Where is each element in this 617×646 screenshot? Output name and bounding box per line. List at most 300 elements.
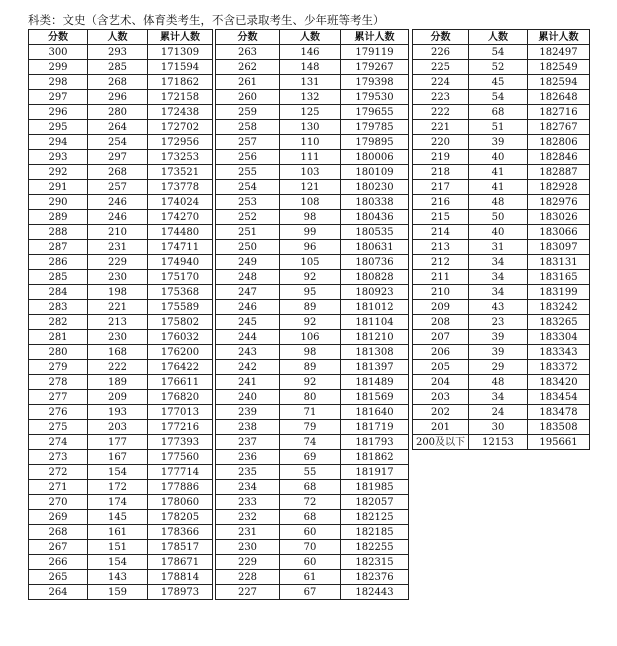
cell-count: 31 (469, 240, 528, 255)
table-row (216, 60, 409, 75)
cell-count: 221 (88, 300, 148, 315)
cell-count: 24 (469, 405, 528, 420)
cell-score: 214 (413, 225, 469, 240)
cell-score: 228 (216, 570, 280, 585)
cell-count: 48 (469, 195, 528, 210)
cell-score: 254 (216, 180, 280, 195)
cell-score: 296 (29, 105, 88, 120)
header-cumulative: 累计人数 (341, 30, 409, 45)
cell-score: 217 (413, 180, 469, 195)
cell-cumulative: 178814 (148, 570, 213, 585)
table-row (216, 465, 409, 480)
cell-cumulative: 182594 (528, 75, 590, 90)
cell-count: 50 (469, 210, 528, 225)
cell-score: 263 (216, 45, 280, 60)
table-row (216, 360, 409, 375)
table-row (29, 330, 213, 345)
cell-count: 40 (469, 150, 528, 165)
table-row (413, 75, 590, 90)
cell-count: 246 (88, 210, 148, 225)
cell-cumulative: 183304 (528, 330, 590, 345)
cell-count: 293 (88, 45, 148, 60)
cell-score: 282 (29, 315, 88, 330)
cell-cumulative: 182315 (341, 555, 409, 570)
cell-score: 289 (29, 210, 88, 225)
cell-cumulative: 182928 (528, 180, 590, 195)
cell-count: 174 (88, 495, 148, 510)
cell-cumulative: 172438 (148, 105, 213, 120)
table-row (413, 195, 590, 210)
cell-cumulative: 176820 (148, 390, 213, 405)
cell-score: 222 (413, 105, 469, 120)
cell-cumulative: 175802 (148, 315, 213, 330)
cell-score: 200及以下 (413, 435, 469, 450)
table-row (216, 300, 409, 315)
cell-count: 168 (88, 345, 148, 360)
cell-score: 234 (216, 480, 280, 495)
cell-count: 67 (280, 585, 341, 600)
cell-score: 280 (29, 345, 88, 360)
cell-cumulative: 183372 (528, 360, 590, 375)
cell-cumulative: 183165 (528, 270, 590, 285)
table-row (216, 480, 409, 495)
cell-cumulative: 179655 (341, 105, 409, 120)
cell-score: 240 (216, 390, 280, 405)
cell-cumulative: 174480 (148, 225, 213, 240)
cell-count: 39 (469, 345, 528, 360)
table-row (29, 285, 213, 300)
header-row (29, 30, 213, 45)
cell-score: 225 (413, 60, 469, 75)
cell-cumulative: 179895 (341, 135, 409, 150)
cell-score: 277 (29, 390, 88, 405)
cell-score: 209 (413, 300, 469, 315)
cell-cumulative: 182185 (341, 525, 409, 540)
table-row (216, 255, 409, 270)
cell-score: 231 (216, 525, 280, 540)
cell-count: 68 (280, 480, 341, 495)
cell-count: 96 (280, 240, 341, 255)
cell-score: 270 (29, 495, 88, 510)
table-row (413, 330, 590, 345)
cell-score: 260 (216, 90, 280, 105)
cell-score: 256 (216, 150, 280, 165)
cell-count: 297 (88, 150, 148, 165)
cell-count: 34 (469, 285, 528, 300)
cell-count: 92 (280, 270, 341, 285)
table-row (413, 90, 590, 105)
cell-score: 283 (29, 300, 88, 315)
cell-score: 208 (413, 315, 469, 330)
cell-count: 151 (88, 540, 148, 555)
cell-cumulative: 175589 (148, 300, 213, 315)
table-row (29, 255, 213, 270)
table-row (29, 540, 213, 555)
cell-score: 238 (216, 420, 280, 435)
cell-count: 30 (469, 420, 528, 435)
cell-score: 237 (216, 435, 280, 450)
cell-count: 198 (88, 285, 148, 300)
table-row (413, 240, 590, 255)
cell-cumulative: 179119 (341, 45, 409, 60)
cell-score: 221 (413, 120, 469, 135)
cell-count: 231 (88, 240, 148, 255)
table-row (29, 525, 213, 540)
cell-count: 95 (280, 285, 341, 300)
cell-count: 60 (280, 555, 341, 570)
cell-count: 121 (280, 180, 341, 195)
table-row (216, 210, 409, 225)
table-row (216, 195, 409, 210)
table-row (216, 435, 409, 450)
cell-score: 201 (413, 420, 469, 435)
cell-cumulative: 181397 (341, 360, 409, 375)
cell-score: 252 (216, 210, 280, 225)
cell-score: 232 (216, 510, 280, 525)
cell-cumulative: 178205 (148, 510, 213, 525)
table-row (413, 315, 590, 330)
cell-count: 80 (280, 390, 341, 405)
table-row (216, 165, 409, 180)
cell-score: 202 (413, 405, 469, 420)
cell-count: 12153 (469, 435, 528, 450)
header-score: 分数 (216, 30, 280, 45)
cell-count: 105 (280, 255, 341, 270)
cell-cumulative: 180230 (341, 180, 409, 195)
cell-count: 23 (469, 315, 528, 330)
table-row (29, 450, 213, 465)
cell-score: 299 (29, 60, 88, 75)
cell-count: 52 (469, 60, 528, 75)
cell-count: 229 (88, 255, 148, 270)
cell-cumulative: 183242 (528, 300, 590, 315)
cell-cumulative: 181104 (341, 315, 409, 330)
cell-count: 254 (88, 135, 148, 150)
cell-cumulative: 181719 (341, 420, 409, 435)
table-row (216, 390, 409, 405)
cell-cumulative: 174711 (148, 240, 213, 255)
cell-score: 298 (29, 75, 88, 90)
header-count: 人数 (280, 30, 341, 45)
cell-cumulative: 175368 (148, 285, 213, 300)
cell-score: 266 (29, 555, 88, 570)
cell-count: 72 (280, 495, 341, 510)
cell-count: 39 (469, 135, 528, 150)
table-row (413, 225, 590, 240)
cell-cumulative: 180828 (341, 270, 409, 285)
cell-score: 218 (413, 165, 469, 180)
cell-count: 45 (469, 75, 528, 90)
cell-cumulative: 183131 (528, 255, 590, 270)
table-row (413, 285, 590, 300)
table-row (216, 105, 409, 120)
cell-cumulative: 182846 (528, 150, 590, 165)
header-score: 分数 (413, 30, 469, 45)
table-row (216, 450, 409, 465)
cell-count: 230 (88, 330, 148, 345)
table-row (29, 120, 213, 135)
cell-score: 207 (413, 330, 469, 345)
cell-score: 290 (29, 195, 88, 210)
cell-count: 61 (280, 570, 341, 585)
cell-score: 230 (216, 540, 280, 555)
cell-score: 244 (216, 330, 280, 345)
cell-cumulative: 176200 (148, 345, 213, 360)
cell-cumulative: 178517 (148, 540, 213, 555)
cell-score: 253 (216, 195, 280, 210)
header-row (413, 30, 590, 45)
table-row (216, 180, 409, 195)
table-row (413, 165, 590, 180)
cell-count: 268 (88, 75, 148, 90)
table-row (29, 165, 213, 180)
cell-count: 29 (469, 360, 528, 375)
table-row (216, 45, 409, 60)
cell-score: 291 (29, 180, 88, 195)
cell-count: 111 (280, 150, 341, 165)
cell-count: 68 (469, 105, 528, 120)
table-row (29, 240, 213, 255)
cell-score: 203 (413, 390, 469, 405)
cell-cumulative: 172158 (148, 90, 213, 105)
cell-score: 246 (216, 300, 280, 315)
cell-cumulative: 171309 (148, 45, 213, 60)
cell-cumulative: 182497 (528, 45, 590, 60)
cell-score: 269 (29, 510, 88, 525)
cell-count: 51 (469, 120, 528, 135)
cell-score: 268 (29, 525, 88, 540)
cell-cumulative: 183265 (528, 315, 590, 330)
cell-count: 246 (88, 195, 148, 210)
cell-cumulative: 177714 (148, 465, 213, 480)
cell-cumulative: 181308 (341, 345, 409, 360)
cell-cumulative: 181210 (341, 330, 409, 345)
cell-count: 55 (280, 465, 341, 480)
cell-cumulative: 180631 (341, 240, 409, 255)
cell-cumulative: 178671 (148, 555, 213, 570)
cell-cumulative: 174270 (148, 210, 213, 225)
cell-count: 148 (280, 60, 341, 75)
header-count: 人数 (469, 30, 528, 45)
table-row (29, 360, 213, 375)
table-row (413, 255, 590, 270)
table-row (29, 105, 213, 120)
cell-count: 54 (469, 90, 528, 105)
cell-score: 233 (216, 495, 280, 510)
table-row (216, 225, 409, 240)
cell-cumulative: 174024 (148, 195, 213, 210)
cell-count: 213 (88, 315, 148, 330)
table-row (413, 375, 590, 390)
cell-count: 54 (469, 45, 528, 60)
cell-count: 69 (280, 450, 341, 465)
cell-cumulative: 177013 (148, 405, 213, 420)
cell-cumulative: 181012 (341, 300, 409, 315)
cell-score: 288 (29, 225, 88, 240)
score-table-block-3 (412, 29, 590, 450)
cell-count: 230 (88, 270, 148, 285)
cell-cumulative: 183343 (528, 345, 590, 360)
cell-score: 273 (29, 450, 88, 465)
table-row (29, 585, 213, 600)
cell-score: 206 (413, 345, 469, 360)
cell-cumulative: 179785 (341, 120, 409, 135)
cell-score: 300 (29, 45, 88, 60)
score-table-block-2 (215, 29, 409, 600)
cell-count: 177 (88, 435, 148, 450)
cell-count: 89 (280, 360, 341, 375)
cell-score: 250 (216, 240, 280, 255)
score-table-block-1 (28, 29, 213, 600)
cell-count: 34 (469, 270, 528, 285)
cell-count: 71 (280, 405, 341, 420)
table-row (29, 90, 213, 105)
cell-count: 99 (280, 225, 341, 240)
cell-score: 224 (413, 75, 469, 90)
cell-cumulative: 181640 (341, 405, 409, 420)
cell-count: 108 (280, 195, 341, 210)
header-cumulative: 累计人数 (148, 30, 213, 45)
table-row (29, 555, 213, 570)
cell-score: 210 (413, 285, 469, 300)
cell-count: 146 (280, 45, 341, 60)
cell-count: 203 (88, 420, 148, 435)
table-row (216, 570, 409, 585)
cell-count: 193 (88, 405, 148, 420)
table-row (216, 315, 409, 330)
cell-cumulative: 176611 (148, 375, 213, 390)
cell-score: 249 (216, 255, 280, 270)
cell-count: 172 (88, 480, 148, 495)
table-row (216, 420, 409, 435)
cell-cumulative: 180338 (341, 195, 409, 210)
cell-score: 223 (413, 90, 469, 105)
table-row (413, 345, 590, 360)
cell-cumulative: 175170 (148, 270, 213, 285)
table-row (413, 180, 590, 195)
table-row (216, 555, 409, 570)
cell-cumulative: 182887 (528, 165, 590, 180)
cell-score: 241 (216, 375, 280, 390)
cell-cumulative: 180535 (341, 225, 409, 240)
cell-cumulative: 182443 (341, 585, 409, 600)
cell-score: 278 (29, 375, 88, 390)
cell-cumulative: 179267 (341, 60, 409, 75)
table-row (29, 300, 213, 315)
cell-cumulative: 183199 (528, 285, 590, 300)
cell-cumulative: 182976 (528, 195, 590, 210)
cell-score: 235 (216, 465, 280, 480)
table-row (216, 375, 409, 390)
cell-cumulative: 177393 (148, 435, 213, 450)
table-row (216, 540, 409, 555)
cell-cumulative: 183097 (528, 240, 590, 255)
cell-count: 79 (280, 420, 341, 435)
cell-score: 279 (29, 360, 88, 375)
table-row (216, 525, 409, 540)
cell-cumulative: 178973 (148, 585, 213, 600)
cell-score: 211 (413, 270, 469, 285)
cell-count: 74 (280, 435, 341, 450)
table-row (29, 480, 213, 495)
cell-score: 220 (413, 135, 469, 150)
table-row (216, 405, 409, 420)
cell-cumulative: 181489 (341, 375, 409, 390)
cell-cumulative: 183026 (528, 210, 590, 225)
cell-cumulative: 177886 (148, 480, 213, 495)
cell-count: 257 (88, 180, 148, 195)
cell-score: 264 (29, 585, 88, 600)
cell-score: 219 (413, 150, 469, 165)
cell-cumulative: 180736 (341, 255, 409, 270)
table-row (216, 135, 409, 150)
cell-count: 154 (88, 465, 148, 480)
cell-cumulative: 181793 (341, 435, 409, 450)
table-row (216, 240, 409, 255)
table-row (29, 510, 213, 525)
table-row (29, 45, 213, 60)
cell-count: 41 (469, 180, 528, 195)
cell-score: 275 (29, 420, 88, 435)
cell-count: 92 (280, 315, 341, 330)
cell-count: 268 (88, 165, 148, 180)
cell-cumulative: 177560 (148, 450, 213, 465)
cell-score: 258 (216, 120, 280, 135)
cell-count: 98 (280, 345, 341, 360)
cell-count: 296 (88, 90, 148, 105)
cell-count: 189 (88, 375, 148, 390)
cell-count: 89 (280, 300, 341, 315)
cell-cumulative: 183454 (528, 390, 590, 405)
cell-count: 98 (280, 210, 341, 225)
cell-count: 70 (280, 540, 341, 555)
table-row (29, 570, 213, 585)
cell-score: 272 (29, 465, 88, 480)
cell-score: 259 (216, 105, 280, 120)
table-row (413, 360, 590, 375)
cell-score: 212 (413, 255, 469, 270)
table-row (29, 435, 213, 450)
cell-count: 34 (469, 255, 528, 270)
cell-cumulative: 182716 (528, 105, 590, 120)
cell-score: 245 (216, 315, 280, 330)
cell-count: 143 (88, 570, 148, 585)
cell-cumulative: 179398 (341, 75, 409, 90)
cell-count: 92 (280, 375, 341, 390)
cell-cumulative: 182255 (341, 540, 409, 555)
cell-score: 274 (29, 435, 88, 450)
table-row (216, 150, 409, 165)
cell-count: 222 (88, 360, 148, 375)
cell-score: 265 (29, 570, 88, 585)
cell-cumulative: 174940 (148, 255, 213, 270)
cell-count: 161 (88, 525, 148, 540)
cell-cumulative: 171862 (148, 75, 213, 90)
table-row (216, 585, 409, 600)
cell-cumulative: 181569 (341, 390, 409, 405)
cell-cumulative: 176032 (148, 330, 213, 345)
cell-count: 103 (280, 165, 341, 180)
cell-count: 167 (88, 450, 148, 465)
table-row (29, 75, 213, 90)
table-row (413, 420, 590, 435)
cell-count: 210 (88, 225, 148, 240)
table-row (216, 90, 409, 105)
cell-score: 255 (216, 165, 280, 180)
cell-score: 216 (413, 195, 469, 210)
table-row (29, 225, 213, 240)
cell-count: 68 (280, 510, 341, 525)
